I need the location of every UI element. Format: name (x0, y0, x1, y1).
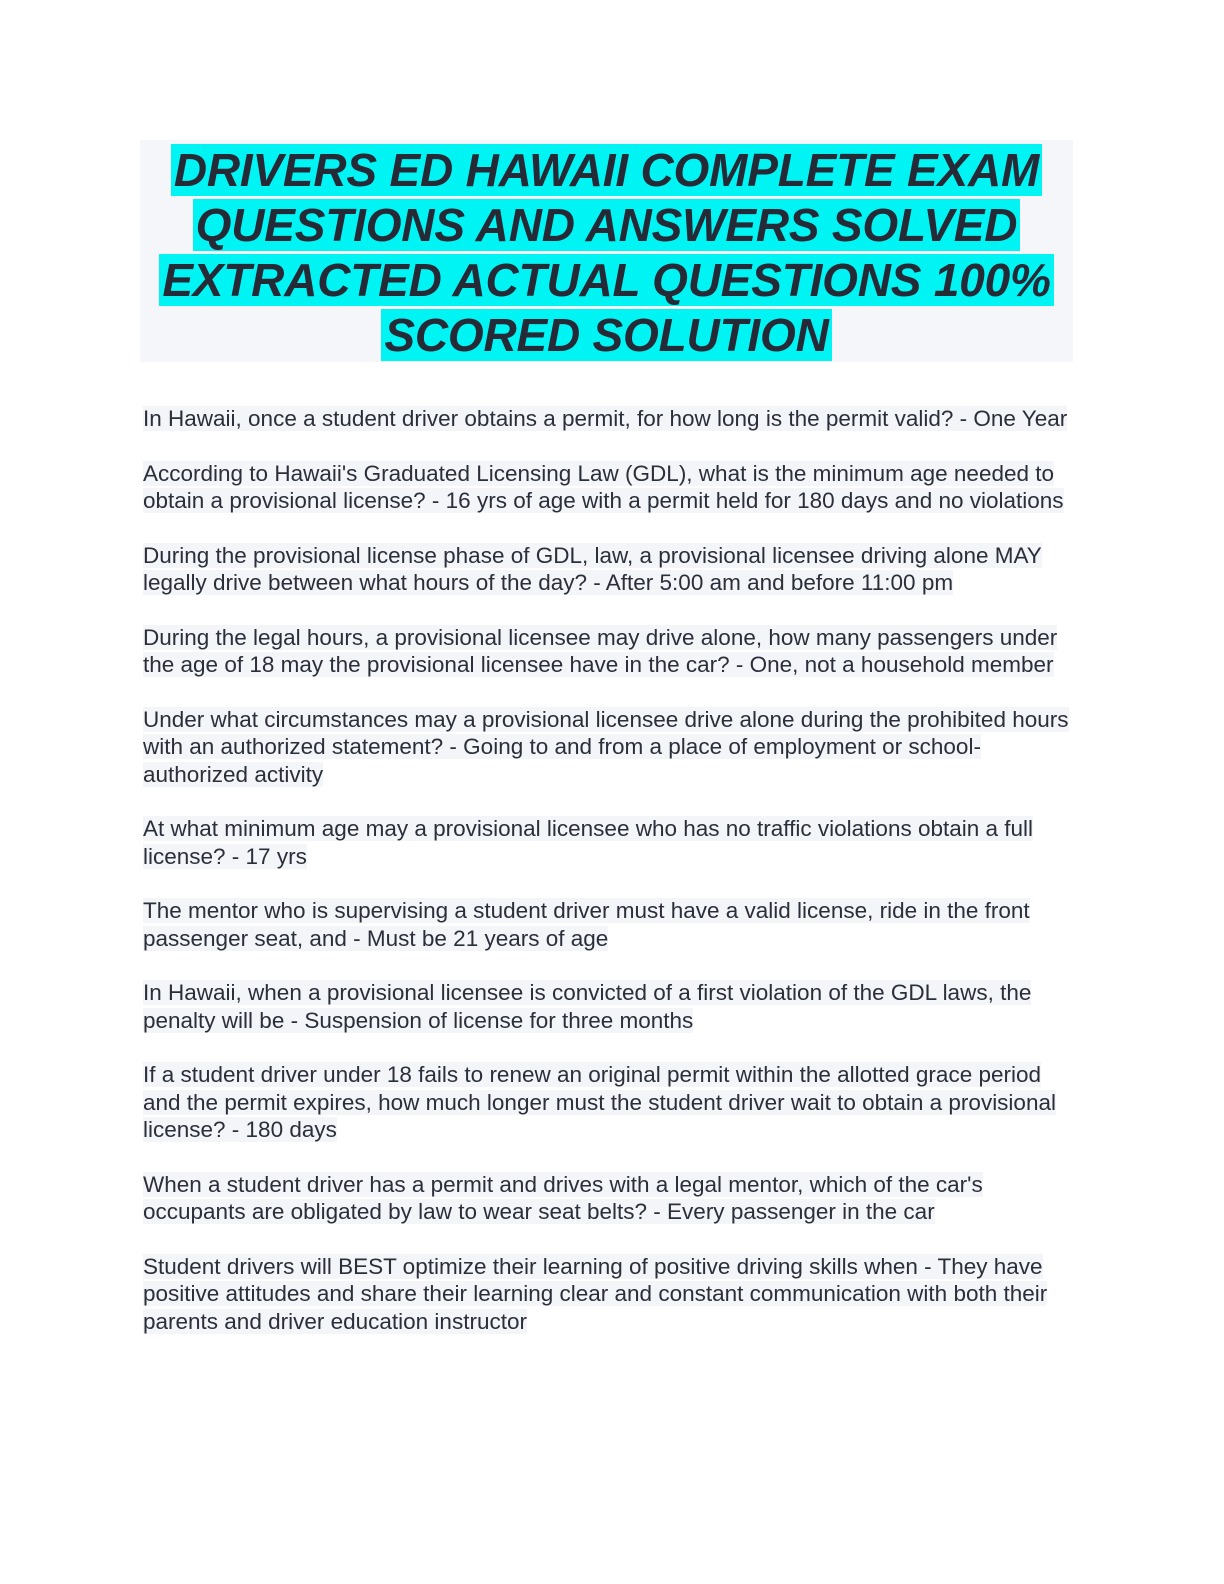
qa-text: At what minimum age may a provisional licensee who has no traffic violations obtain a full license? - 17 yrs (143, 816, 1034, 869)
qa-text: If a student driver under 18 fails to renew an original permit within the allotted grace period and the permit expires, how much longer must the student driver wait to obtain a provisional license? - 180 days (143, 1062, 1056, 1142)
qa-item (143, 897, 1078, 952)
title-line: SCORED SOLUTION (381, 309, 831, 361)
qa-item (143, 815, 1078, 870)
qa-item (143, 460, 1078, 515)
qa-text: During the legal hours, a provisional licensee may drive alone, how many passengers under the age of 18 may the provisional licensee have in the car? - One, not a household member (143, 624, 1058, 677)
qa-list (143, 405, 1078, 1362)
title-line: QUESTIONS AND ANSWERS SOLVED (193, 199, 1021, 251)
qa-text: Student drivers will BEST optimize their learning of positive driving skills when - They have positive attitudes and share their learning clear and constant communication with both their parents and driver education instructor (143, 1253, 1048, 1334)
qa-text: According to Hawaii's Graduated Licensing Law (GDL), what is the minimum age needed to obtain a provisional license? - 16 yrs of age with a permit held for 180 days and no violations (143, 460, 1064, 513)
qa-item (143, 706, 1078, 789)
document-title (140, 140, 1073, 363)
qa-item (143, 1253, 1078, 1336)
title-line: DRIVERS ED HAWAII COMPLETE EXAM (171, 144, 1042, 196)
qa-item (143, 979, 1078, 1034)
title-line: EXTRACTED ACTUAL QUESTIONS 100% (159, 254, 1053, 306)
title-block (140, 140, 1073, 362)
qa-text: In Hawaii, when a provisional licensee is convicted of a first violation of the GDL laws, the penalty will be - Suspension of license for three months (143, 980, 1032, 1033)
qa-item (143, 624, 1078, 679)
qa-text: In Hawaii, once a student driver obtains a permit, for how long is the permit valid? - One Year (143, 406, 1068, 431)
qa-item (143, 1171, 1078, 1226)
qa-item (143, 1061, 1078, 1144)
qa-text: The mentor who is supervising a student driver must have a valid license, ride in the front passenger seat, and - Must be 21 years of age (143, 898, 1030, 951)
qa-text: Under what circumstances may a provisional licensee drive alone during the prohibited hours with an authorized statement? - Going to and from a place of employment or school-authorized activity (143, 706, 1069, 787)
qa-item (143, 542, 1078, 597)
qa-item (143, 405, 1078, 433)
qa-text: During the provisional license phase of GDL, law, a provisional licensee driving alone MAY legally drive between what hours of the day? - After 5:00 am and before 11:00 pm (143, 542, 1042, 595)
qa-text: When a student driver has a permit and drives with a legal mentor, which of the car's occupants are obligated by law to wear seat belts? - Every passenger in the car (143, 1171, 983, 1224)
